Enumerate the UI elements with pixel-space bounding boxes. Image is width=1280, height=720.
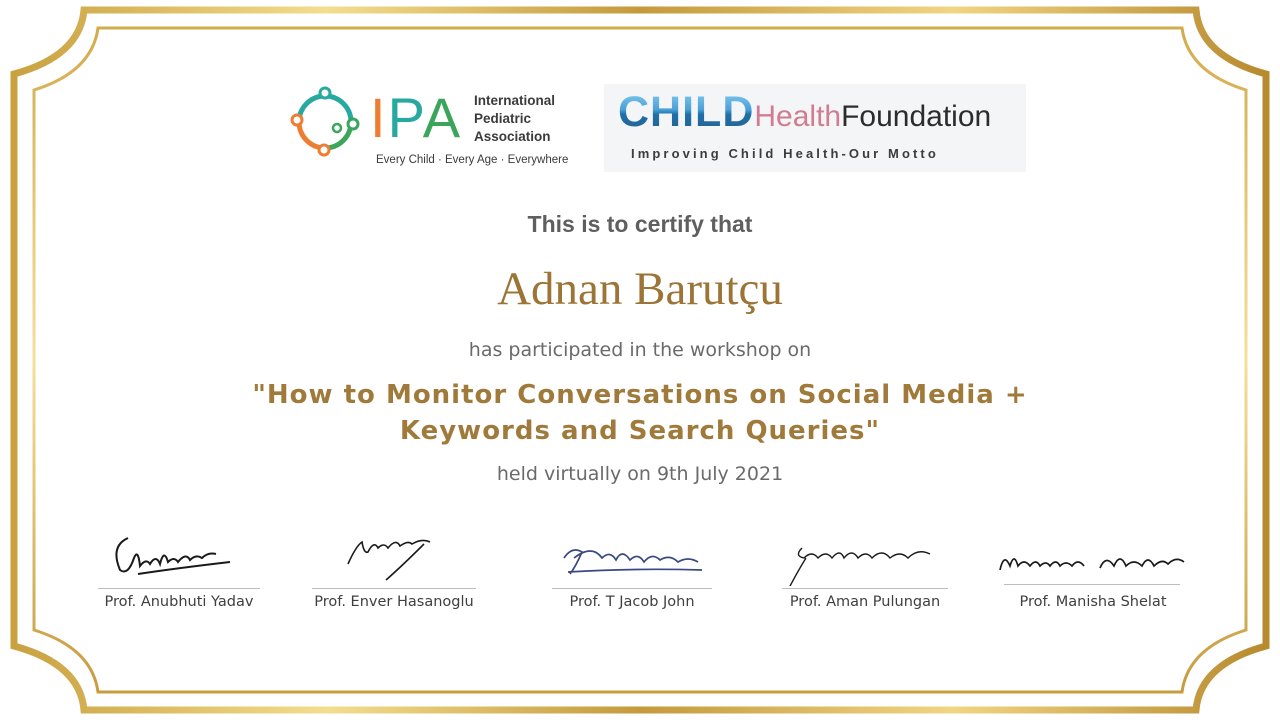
workshop-title-line: Keywords and Search Queries" xyxy=(399,416,881,446)
certify-heading: This is to certify that xyxy=(527,211,753,237)
ipa-logo xyxy=(290,86,580,172)
ipa-name-line: Association xyxy=(474,129,551,144)
ipa-name-line: International xyxy=(474,93,556,108)
signature-block-pulungan xyxy=(782,518,948,618)
workshop-title xyxy=(0,377,1280,449)
recipient-name: Adnan Barutçu xyxy=(497,263,783,315)
signatory-name: Prof. T Jacob John xyxy=(569,594,695,610)
child-health-foundation-logo xyxy=(604,84,1026,172)
signature-line xyxy=(1004,584,1180,585)
signature-shelat xyxy=(996,518,1190,586)
signatory-name: Prof. Anubhuti Yadav xyxy=(104,594,254,610)
chf-wordmark xyxy=(618,90,991,144)
ipa-people-circle-icon xyxy=(290,86,360,158)
chf-health-word: Health xyxy=(754,100,842,133)
signature-yadav xyxy=(98,518,260,586)
signature-line xyxy=(782,588,948,589)
ipa-name-line: Pediatric xyxy=(474,111,532,126)
chf-foundation-word: Foundation xyxy=(841,100,992,133)
signatory-name: Prof. Aman Pulungan xyxy=(789,594,941,610)
ipa-full-name xyxy=(474,92,584,146)
ipa-letter-p: P xyxy=(387,86,423,149)
signature-pulungan xyxy=(782,518,948,586)
chf-motto: Improving Child Health-Our Motto xyxy=(631,146,939,161)
participation-text: has participated in the workshop on xyxy=(468,339,812,361)
signature-block-hasanoglu xyxy=(312,518,476,618)
signature-john xyxy=(552,518,712,586)
signature-line xyxy=(98,588,260,589)
signature-block-yadav xyxy=(98,518,260,618)
ipa-letters xyxy=(370,86,463,149)
ipa-letter-a: A xyxy=(422,86,463,149)
chf-child-word: CHILD xyxy=(618,88,755,136)
event-date-text: held virtually on 9th July 2021 xyxy=(496,463,784,485)
ipa-letter-i: I xyxy=(370,86,388,149)
ipa-tagline: Every Child · Every Age · Everywhere xyxy=(376,154,569,166)
signatory-name: Prof. Enver Hasanoglu xyxy=(314,594,474,610)
signature-block-shelat xyxy=(996,518,1190,618)
signatory-name: Prof. Manisha Shelat xyxy=(1019,594,1167,610)
workshop-title-line: "How to Monitor Conversations on Social Media + xyxy=(252,380,1028,410)
signature-block-john xyxy=(552,518,712,618)
signature-line xyxy=(552,588,712,589)
signature-hasanoglu xyxy=(312,518,476,586)
signature-line xyxy=(312,588,476,589)
